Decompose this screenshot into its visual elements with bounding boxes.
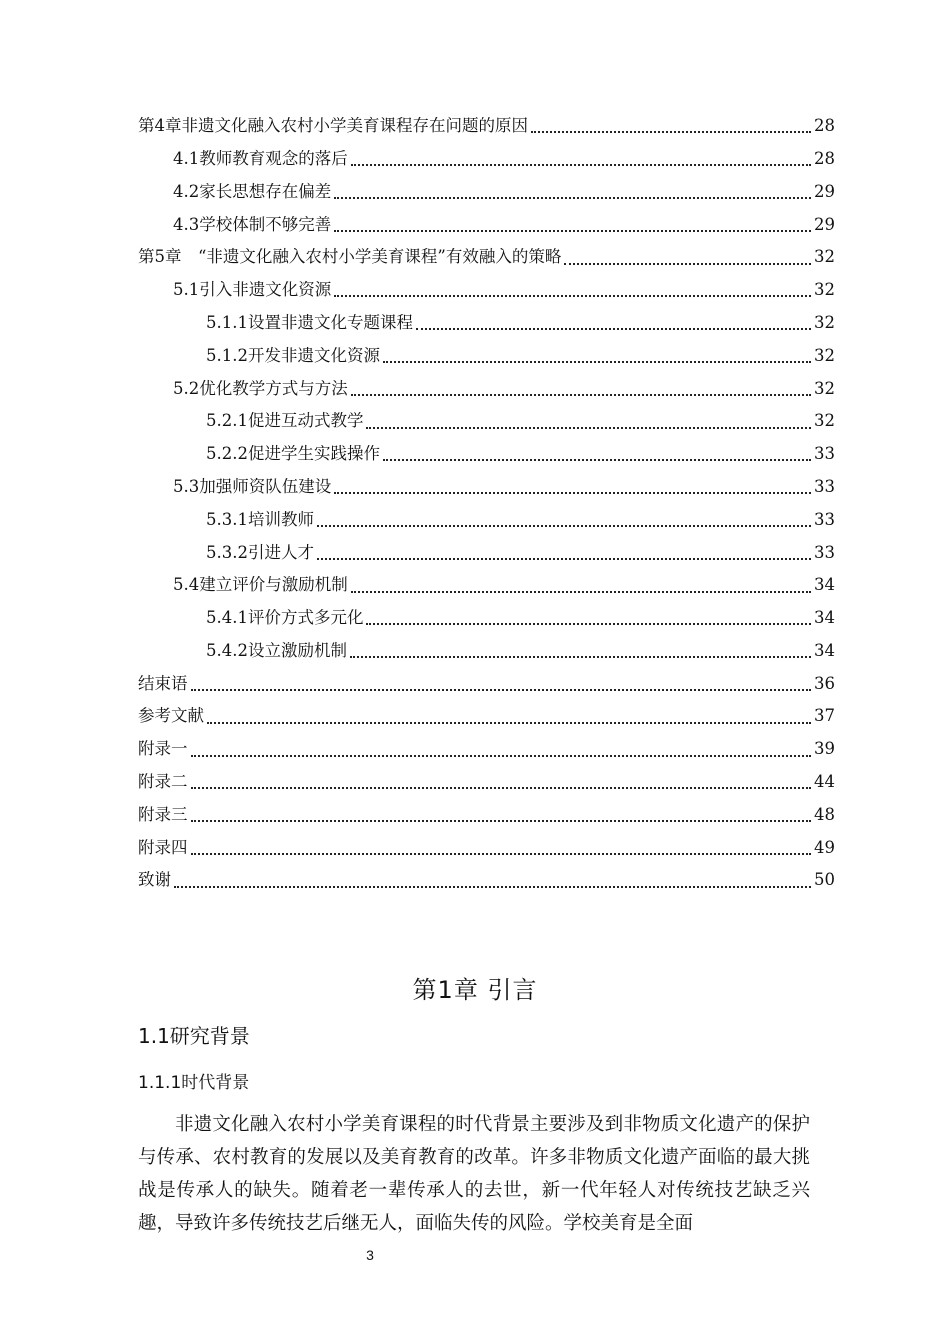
- toc-entry-title: 5.1.2开发非遗文化资源: [206, 345, 380, 365]
- toc-entry-title: 5.4.2设立激励机制: [206, 640, 347, 660]
- toc-entry-title: 附录二: [138, 772, 188, 792]
- toc-entry-title: 5.4建立评价与激励机制: [173, 575, 348, 595]
- toc-dot-leader: [317, 525, 811, 527]
- toc-entry-title: 4.3学校体制不够完善: [173, 214, 332, 234]
- toc-entry-page: 29: [814, 181, 835, 201]
- toc-entry-title: 5.1.1设置非遗文化专题课程: [206, 312, 413, 332]
- toc-entry-page: 28: [814, 148, 835, 168]
- toc-entry-page: 44: [814, 772, 835, 792]
- toc-dot-leader: [191, 689, 812, 691]
- body-paragraph: 非遗文化融入农村小学美育课程的时代背景主要涉及到非物质文化遗产的保护与传承、农村教育的发展以及美育教育的改革。许多非物质文化遗产面临的最大挑战是传承人的缺失。随着老一辈传承人的去世，新一代年轻人对传统技艺缺乏兴趣，导致许多传统技艺后继无人，面临失传的风险。学校美育是全面: [138, 1114, 810, 1234]
- toc-entry[interactable]: [138, 799, 835, 832]
- toc-entry[interactable]: [138, 471, 835, 504]
- subsection-heading: 1.1.1时代背景: [138, 1073, 250, 1093]
- toc-dot-leader: [317, 558, 811, 560]
- toc-dot-leader: [191, 787, 812, 789]
- toc-dot-leader: [564, 263, 811, 265]
- toc-entry-title: 第4章非遗文化融入农村小学美育课程存在问题的原因: [138, 116, 528, 136]
- toc-dot-leader: [174, 886, 811, 888]
- toc-entry[interactable]: [138, 307, 835, 340]
- toc-entry[interactable]: [138, 274, 835, 307]
- toc-entry[interactable]: [138, 864, 835, 897]
- toc-entry-page: 49: [814, 837, 835, 857]
- toc-entry-title: 附录四: [138, 837, 188, 857]
- toc-entry-page: 33: [814, 476, 835, 496]
- toc-entry-page: 48: [814, 804, 835, 824]
- toc-entry-title: 第5章 “非遗文化融入农村小学美育课程”有效融入的策略: [138, 247, 562, 267]
- toc-entry-page: 32: [814, 280, 835, 300]
- toc-entry-title: 5.2优化教学方式与方法: [173, 378, 348, 398]
- toc-entry[interactable]: [138, 176, 835, 209]
- toc-entry-page: 33: [814, 444, 835, 464]
- toc-dot-leader: [383, 361, 811, 363]
- toc-dot-leader: [366, 427, 811, 429]
- toc-entry-title: 附录一: [138, 739, 188, 759]
- toc-entry-page: 34: [814, 640, 835, 660]
- toc-entry[interactable]: [138, 438, 835, 471]
- toc-entry[interactable]: [138, 241, 835, 274]
- toc-entry[interactable]: [138, 208, 835, 241]
- toc-dot-leader: [366, 623, 811, 625]
- toc-entry[interactable]: [138, 340, 835, 373]
- toc-dot-leader: [351, 591, 811, 593]
- toc-dot-leader: [207, 722, 811, 724]
- toc-dot-leader: [191, 755, 812, 757]
- toc-entry-title: 致谢: [138, 870, 171, 890]
- toc-entry-page: 32: [814, 345, 835, 365]
- toc-entry[interactable]: [138, 405, 835, 438]
- toc-dot-leader: [191, 820, 812, 822]
- section-heading: 1.1研究背景: [138, 1024, 250, 1048]
- toc-dot-leader: [416, 328, 811, 330]
- chapter-heading: 第1章 引言: [412, 976, 538, 1004]
- toc-entry-page: 33: [814, 509, 835, 529]
- toc-entry-page: 32: [814, 312, 835, 332]
- table-of-contents: [138, 110, 835, 897]
- toc-entry[interactable]: [138, 536, 835, 569]
- toc-dot-leader: [191, 853, 812, 855]
- toc-entry-page: 32: [814, 247, 835, 267]
- toc-entry[interactable]: [138, 602, 835, 635]
- toc-dot-leader: [334, 492, 811, 494]
- toc-entry-title: 4.2家长思想存在偏差: [173, 181, 332, 201]
- toc-entry-title: 5.2.1促进互动式教学: [206, 411, 364, 431]
- toc-entry-title: 5.3.2引进人才: [206, 542, 314, 562]
- toc-dot-leader: [334, 295, 811, 297]
- toc-entry-page: 34: [814, 608, 835, 628]
- toc-entry[interactable]: [138, 668, 835, 701]
- toc-entry-page: 32: [814, 378, 835, 398]
- toc-dot-leader: [351, 164, 811, 166]
- toc-dot-leader: [531, 131, 811, 133]
- toc-entry-title: 5.3加强师资队伍建设: [173, 476, 332, 496]
- toc-entry[interactable]: [138, 143, 835, 176]
- page-number: 3: [366, 1247, 374, 1263]
- toc-entry[interactable]: [138, 372, 835, 405]
- toc-entry[interactable]: [138, 700, 835, 733]
- toc-entry-page: 50: [814, 870, 835, 890]
- toc-entry-title: 参考文献: [138, 706, 204, 726]
- toc-entry-page: 28: [814, 116, 835, 136]
- toc-entry-title: 5.1引入非遗文化资源: [173, 280, 332, 300]
- toc-dot-leader: [350, 656, 811, 658]
- toc-entry[interactable]: [138, 766, 835, 799]
- toc-dot-leader: [334, 197, 811, 199]
- toc-entry-page: 33: [814, 542, 835, 562]
- toc-entry-title: 结束语: [138, 673, 188, 693]
- toc-entry[interactable]: [138, 635, 835, 668]
- toc-entry-title: 4.1教师教育观念的落后: [173, 148, 348, 168]
- toc-entry-page: 39: [814, 739, 835, 759]
- toc-entry-page: 37: [814, 706, 835, 726]
- toc-entry-page: 29: [814, 214, 835, 234]
- toc-entry-title: 附录三: [138, 804, 188, 824]
- toc-entry-page: 36: [814, 673, 835, 693]
- toc-dot-leader: [383, 459, 811, 461]
- toc-dot-leader: [351, 394, 811, 396]
- toc-entry-title: 5.4.1评价方式多元化: [206, 608, 364, 628]
- toc-entry-title: 5.3.1培训教师: [206, 509, 314, 529]
- toc-entry-page: 32: [814, 411, 835, 431]
- toc-entry[interactable]: [138, 504, 835, 537]
- toc-entry[interactable]: [138, 832, 835, 865]
- toc-entry[interactable]: [138, 569, 835, 602]
- toc-entry-title: 5.2.2促进学生实践操作: [206, 444, 380, 464]
- toc-entry[interactable]: [138, 110, 835, 143]
- toc-entry[interactable]: [138, 733, 835, 766]
- toc-entry-page: 34: [814, 575, 835, 595]
- toc-dot-leader: [334, 230, 811, 232]
